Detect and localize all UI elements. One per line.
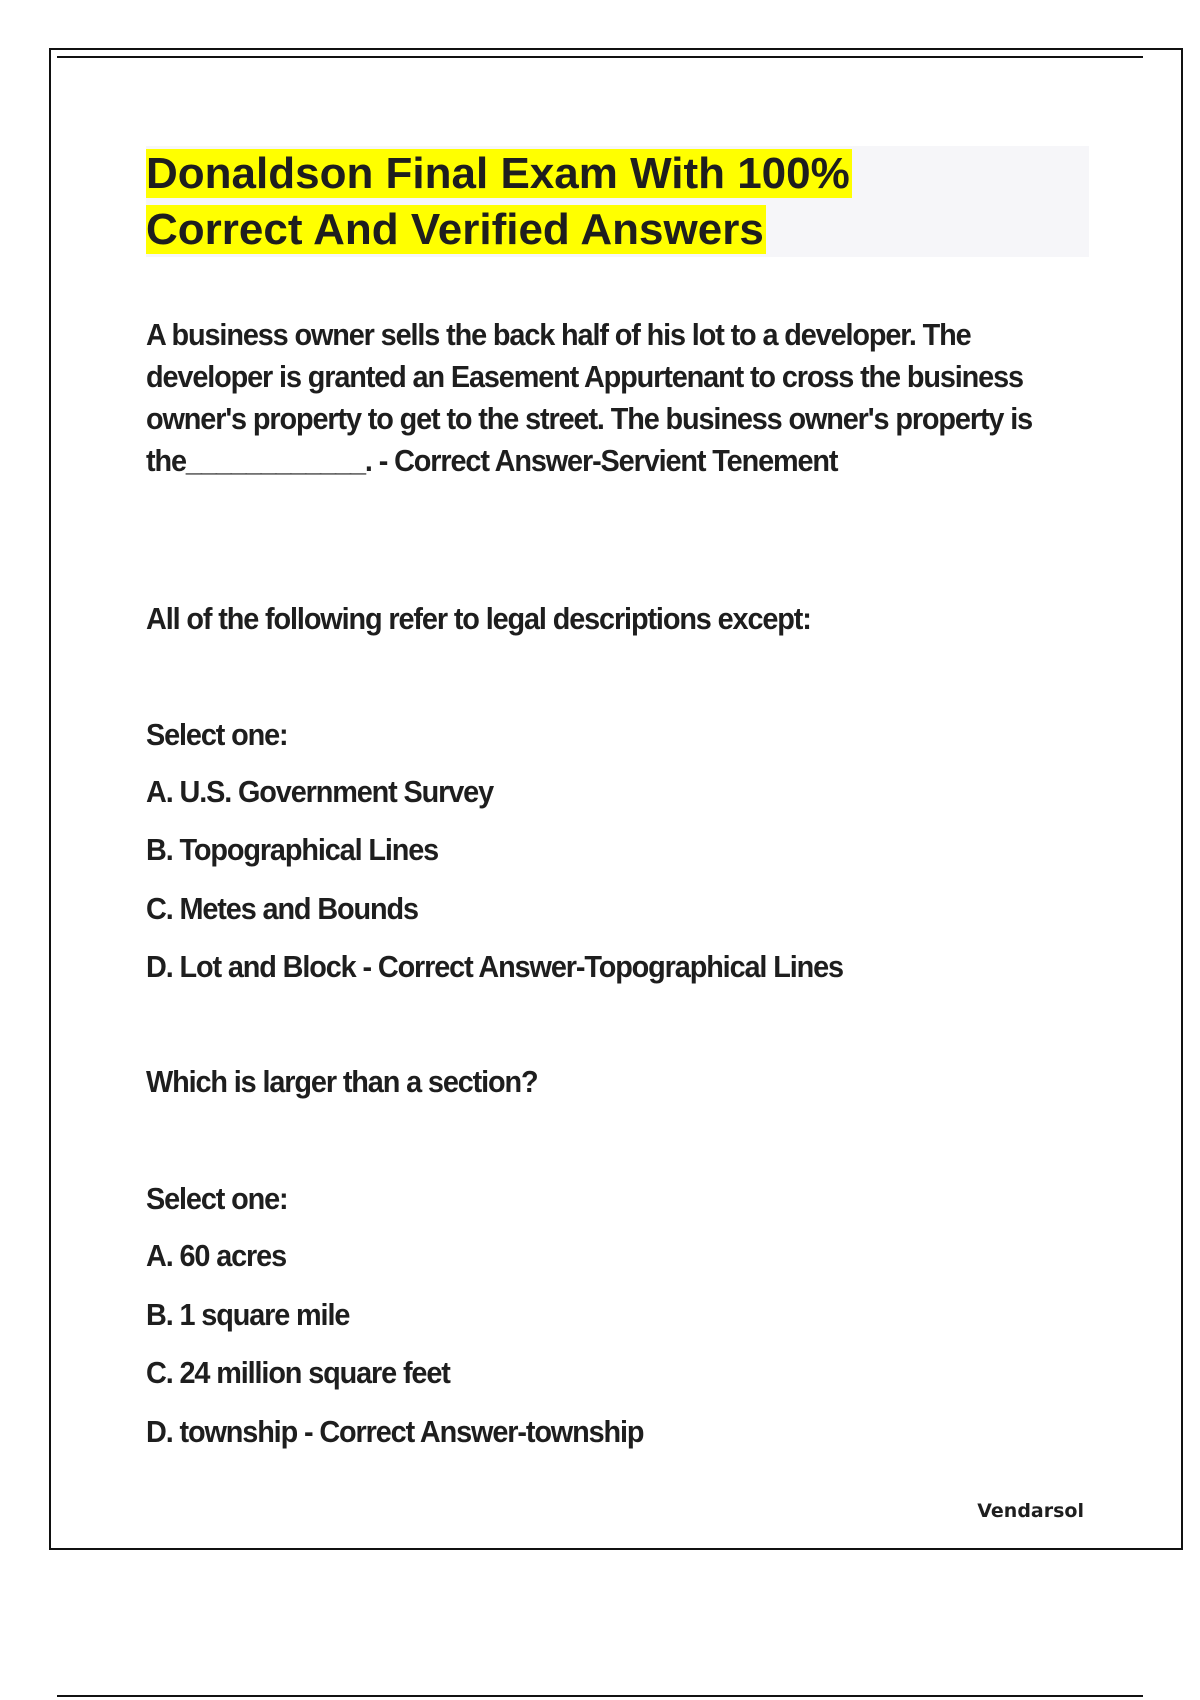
question-1-text: A business owner sells the back half of his lot to a developer. The developer is granted an Easement Appurtenant to cross the business owner's property to get to the street. The business owner's property is the____________. - Correct Answer-Servient Tenement	[146, 317, 1033, 478]
question-3-option-d: D. township - Correct Answer-township	[146, 1414, 644, 1449]
question-3-prompt: Select one:	[146, 1181, 288, 1216]
question-3-option-b: B. 1 square mile	[146, 1297, 350, 1332]
question-3-text: Which is larger than a section?	[146, 1064, 538, 1099]
title-line-2: Correct And Verified Answers	[146, 205, 764, 254]
top-rule-divider	[57, 56, 1143, 58]
footer-brand: Vendarsol	[977, 1500, 1084, 1522]
title-block	[146, 146, 1089, 257]
bottom-rule-divider	[57, 1695, 1143, 1697]
question-3-option-a: A. 60 acres	[146, 1238, 287, 1273]
question-3-option-c: C. 24 million square feet	[146, 1355, 450, 1390]
document-title	[146, 146, 1089, 258]
question-2-option-a: A. U.S. Government Survey	[146, 774, 494, 809]
title-line-1: Donaldson Final Exam With 100%	[146, 149, 850, 198]
question-2-prompt: Select one:	[146, 717, 288, 752]
question-2-option-d: D. Lot and Block - Correct Answer-Topographical Lines	[146, 949, 843, 984]
question-2-text: All of the following refer to legal descriptions except:	[146, 601, 811, 636]
question-2-option-c: C. Metes and Bounds	[146, 891, 418, 926]
question-2-option-b: B. Topographical Lines	[146, 832, 439, 867]
